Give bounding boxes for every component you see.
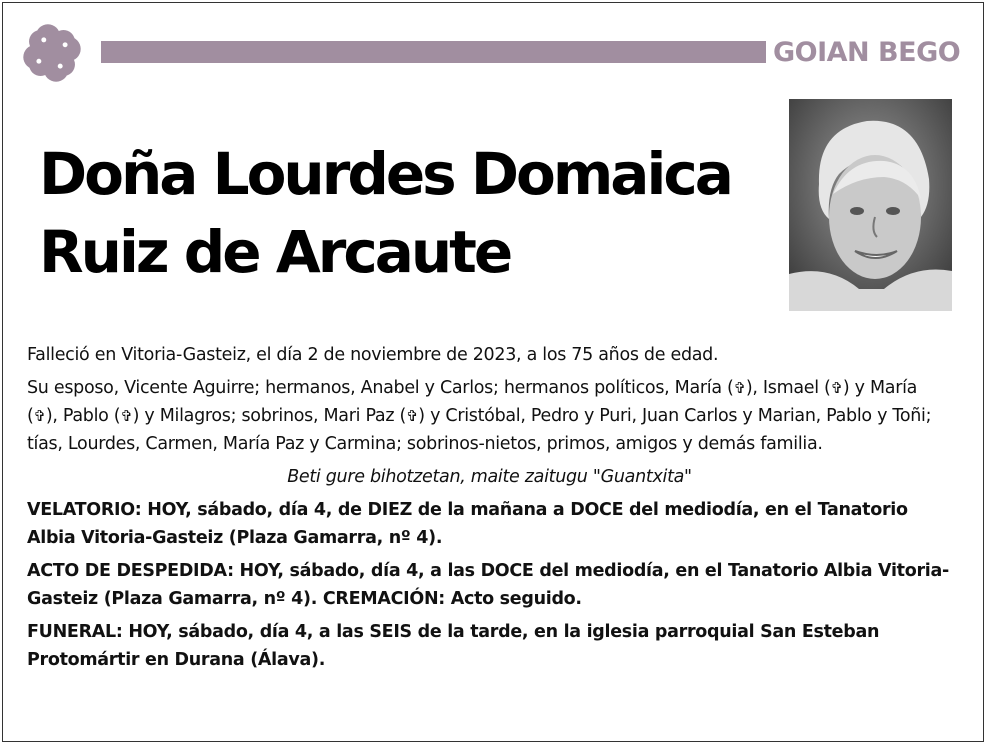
lauburu-icon [11,12,93,94]
funeral-info: FUNERAL: HOY, sábado, día 4, a las SEIS de la tarde, en la iglesia parroquial San Esteban Protomártir en Durana (Álava). [27,622,880,670]
obituary-notice [2,2,984,742]
memorial-motto: Beti gure bihotzetan, maite zaitugu "Guantxita" [287,467,692,487]
name-line-1: Doña Lourdes Domaica [39,140,731,208]
cross-icon: ✞ [830,379,843,397]
despedida-info: ACTO DE DESPEDIDA: HOY, sábado, día 4, a las DOCE del mediodía, en el Tanatorio Albia Vitoria-Gasteiz (Plaza Gamarra, nº 4). CREMACIÓN: Acto seguido. [27,561,949,609]
obituary-body [27,341,952,679]
deceased-name [39,135,779,291]
portrait-photo [789,99,952,311]
cross-icon: ✞ [733,379,746,397]
cross-icon: ✞ [120,407,133,425]
death-statement: Falleció en Vitoria-Gasteiz, el día 2 de noviembre de 2023, a los 75 años de edad. [27,345,719,365]
cross-icon: ✞ [33,407,46,425]
family-list: Su esposo, Vicente Aguirre; hermanos, Anabel y Carlos; hermanos políticos, María (✞), Ismael (✞) y María (✞), Pablo (✞) y Milagros; sobrinos, Mari Paz (✞) y Cristóbal, Pedro y Puri, Juan Carlos y Marian, Pablo y Toñi; tías, Lourdes, Carmen, María Paz y Carmina; sobrinos-nietos, primos, amigos y demás familia. [27,378,932,454]
header-bar [101,41,766,63]
header-title: GOIAN BEGO [773,37,961,68]
cross-icon: ✞ [406,407,419,425]
name-line-2: Ruiz de Arcaute [39,218,511,286]
velatorio-info: VELATORIO: HOY, sábado, día 4, de DIEZ de la mañana a DOCE del mediodía, en el Tanatorio Albia Vitoria-Gasteiz (Plaza Gamarra, nº 4). [27,500,908,548]
